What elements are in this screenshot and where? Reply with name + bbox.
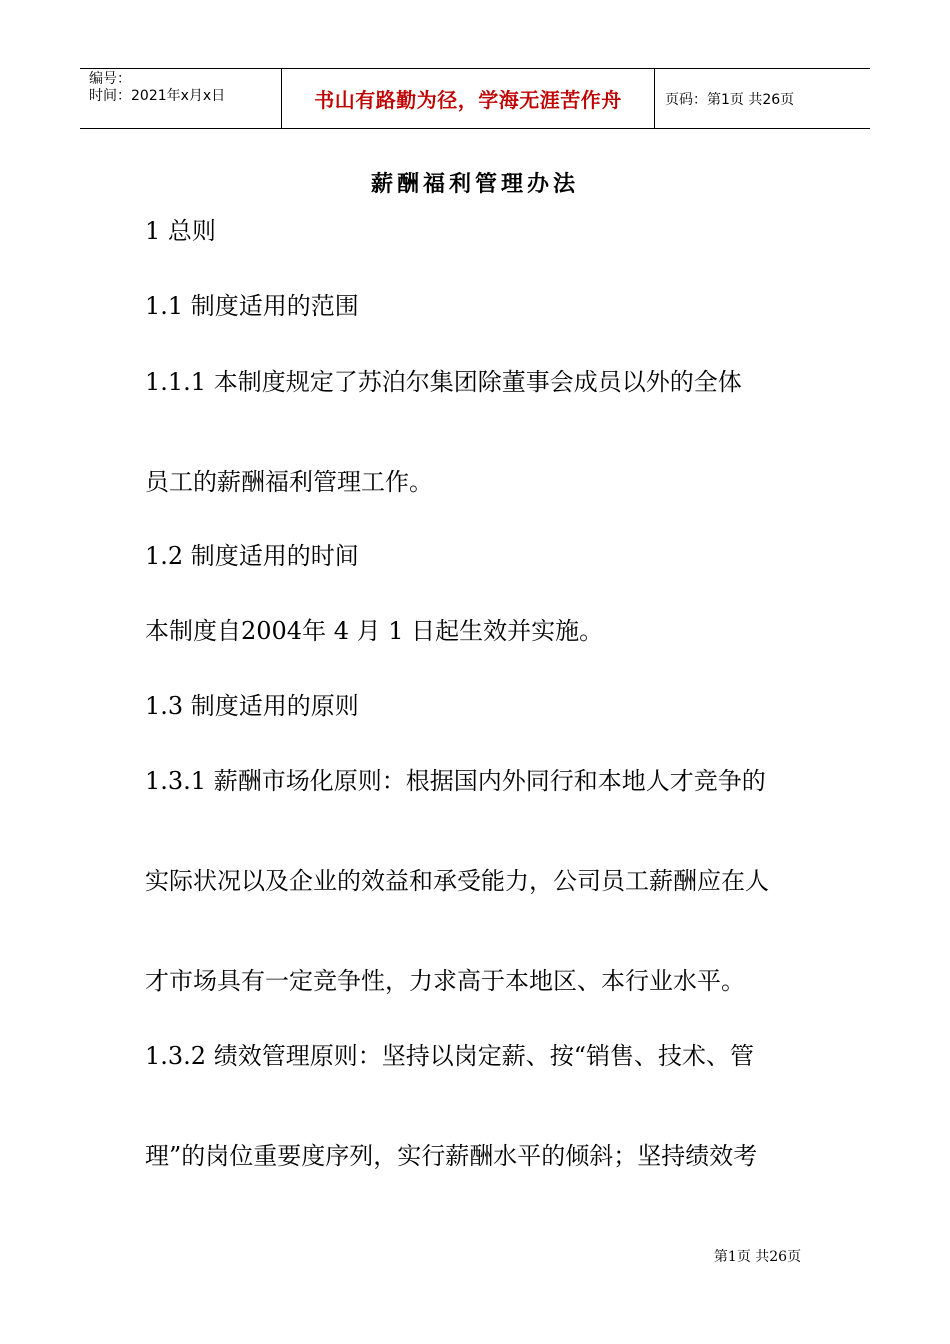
page-footer: [0, 1246, 950, 1266]
body-line: 1.3 制度适用的原则: [145, 692, 359, 720]
body-line: 理”的岗位重要度序列，实行薪酬水平的倾斜；坚持绩效考: [145, 1142, 758, 1170]
body-line: 1.3.2 绩效管理原则：坚持以岗定薪、按“销售、技术、管: [145, 1042, 754, 1070]
body-line: 1.3.1 薪酬市场化原则：根据国内外同行和本地人才竞争的: [145, 767, 766, 795]
header-meta-cell: [80, 69, 282, 128]
body-line: 员工的薪酬福利管理工作。: [145, 468, 433, 496]
body-line: 本制度自2004年 4 月 1 日起生效并实施。: [145, 617, 604, 645]
time-label: 时间：2021年x月x日: [89, 88, 226, 104]
body-line: 1.1.1 本制度规定了苏泊尔集团除董事会成员以外的全体: [145, 368, 742, 396]
body-line: 实际状况以及企业的效益和承受能力，公司员工薪酬应在人: [145, 867, 769, 895]
footer-page-number: 第1页 共26页: [713, 1249, 802, 1265]
header-page-cell: [655, 69, 870, 128]
code-label: 编号：: [89, 71, 131, 87]
body-line: 1.2 制度适用的时间: [145, 542, 359, 570]
body-line: 1.1 制度适用的范围: [145, 292, 359, 320]
header-motto: 书山有路勤为径，学海无涯苦作舟: [314, 88, 622, 112]
body-line: 1 总则: [145, 217, 216, 245]
header-page-info: 页码：第1页 共26页: [665, 91, 795, 108]
document-header: [80, 68, 870, 129]
body-line: 才市场具有一定竞争性，力求高于本地区、本行业水平。: [145, 967, 745, 995]
document-title: 薪酬福利管理办法: [370, 171, 579, 197]
header-motto-cell: [282, 69, 655, 128]
